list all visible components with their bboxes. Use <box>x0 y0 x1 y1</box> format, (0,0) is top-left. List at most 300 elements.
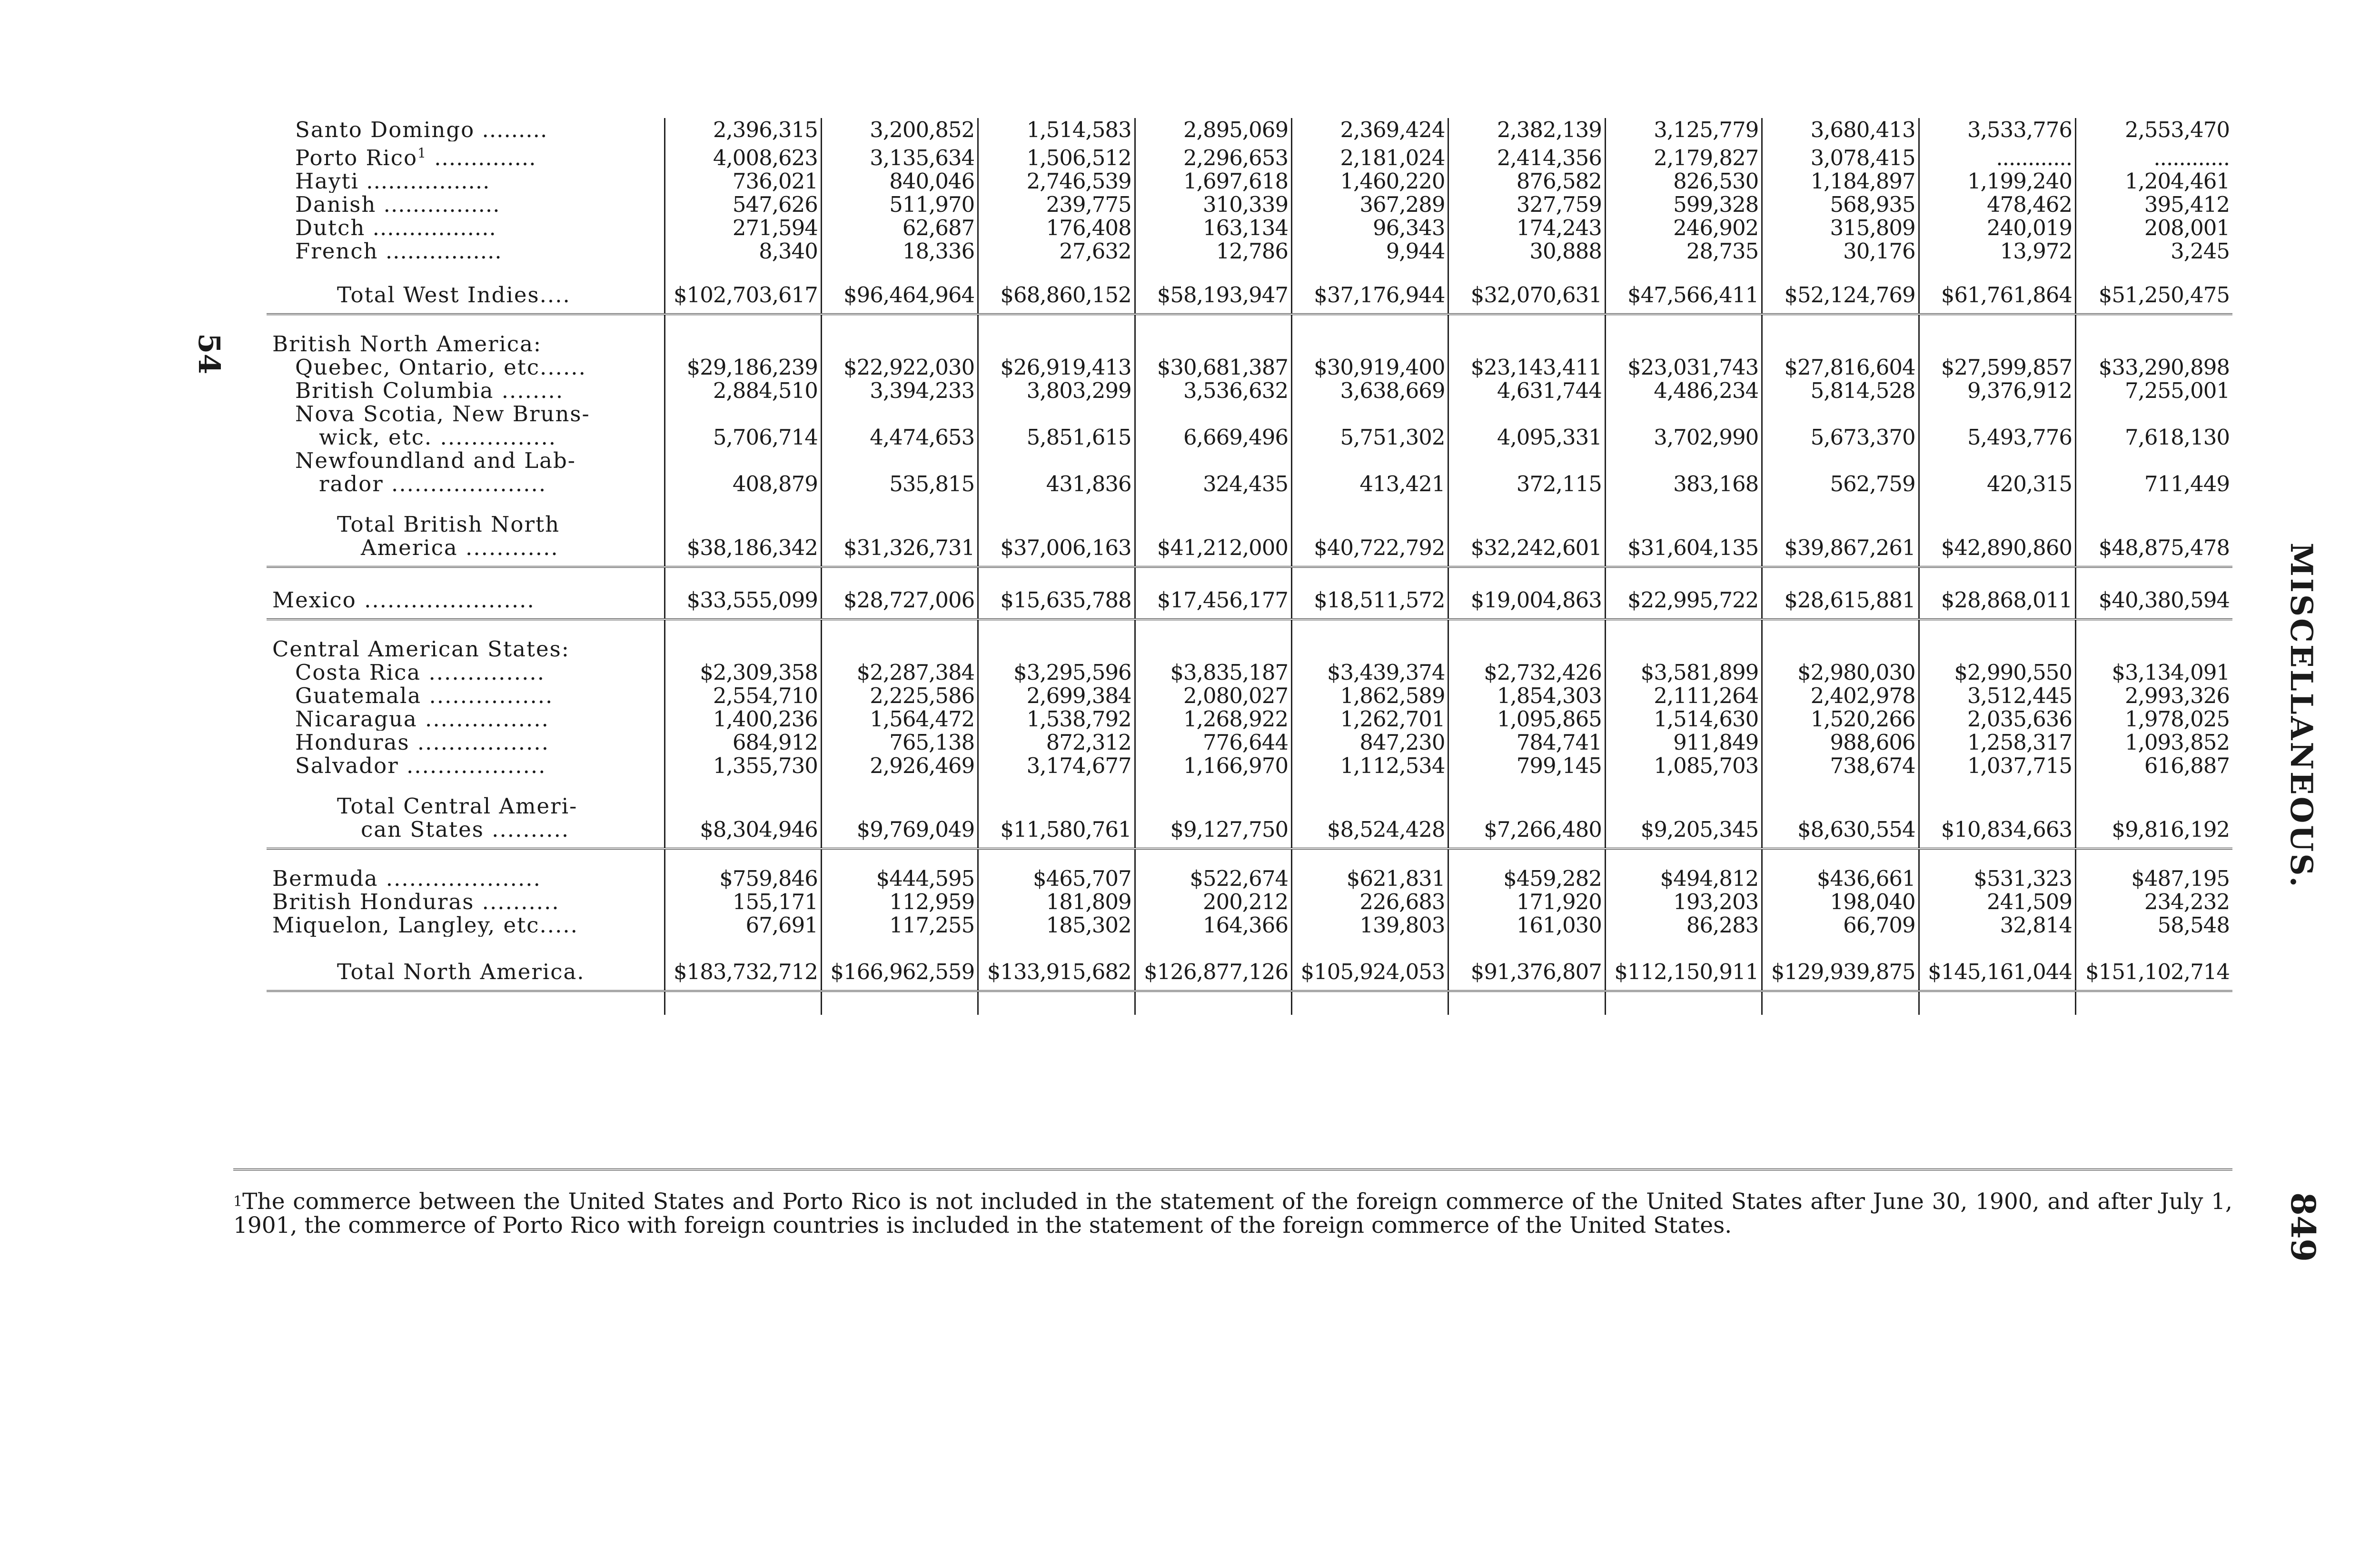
value-cell: 246,902 <box>1605 216 1762 239</box>
row-label <box>267 118 664 141</box>
row-label <box>267 867 664 890</box>
spacer-cell <box>1448 567 1605 585</box>
spacer-cell <box>664 937 821 954</box>
spacer-cell <box>1605 332 1762 356</box>
row-label-line1: Total Central Ameri- <box>337 794 578 819</box>
row-label <box>267 193 664 216</box>
value-cell: 4,008,623 <box>664 141 821 169</box>
spacer-cell <box>1919 559 2075 567</box>
rule-row <box>267 307 2232 314</box>
row-label <box>267 731 664 754</box>
value-cell: $30,919,400 <box>1292 356 1448 379</box>
spacer-cell <box>1762 637 1919 661</box>
value-cell: 408,879 <box>664 449 821 496</box>
total-row <box>267 794 2232 841</box>
spacer-cell <box>1448 559 1605 567</box>
value-cell: 420,315 <box>1919 449 2075 496</box>
spacer-row <box>267 263 2232 280</box>
spacer-cell <box>1605 307 1762 314</box>
spacer-cell <box>267 612 664 619</box>
footnote-text: The commerce between the United States and Porto Rico is not included in the statement of the foreign commerce of the United States after June 30, 1900, and after July 1, 1901, the commerce of Porto Rico with foreign countries is included in the statement of the foreign commerce of the United States. <box>233 1189 2232 1239</box>
value-cell: 431,836 <box>978 449 1135 496</box>
value-cell: $531,323 <box>1919 867 2075 890</box>
spacer-cell <box>1919 619 2075 637</box>
value-cell: $494,812 <box>1605 867 1762 890</box>
section-heading: British North America: <box>272 332 542 356</box>
spacer-cell <box>1448 496 1605 513</box>
row-label-line1: Total British North <box>337 513 560 537</box>
value-cell: 568,935 <box>1762 193 1919 216</box>
value-cell: $166,962,559 <box>821 954 978 983</box>
table-row <box>267 141 2232 169</box>
spacer-cell <box>821 496 978 513</box>
spacer-cell <box>1605 619 1762 637</box>
value-cell: 3,680,413 <box>1762 118 1919 141</box>
section-heading-row <box>267 332 2232 356</box>
spacer-cell <box>1448 841 1605 849</box>
leader-dots: ................. <box>358 169 490 193</box>
value-cell: 736,021 <box>664 169 821 193</box>
value-cell: 13,972 <box>1919 239 2075 263</box>
row-label-text: Quebec, Ontario, etc...... <box>295 356 586 379</box>
row-label-text: Guatemala ................ <box>295 684 554 707</box>
spacer-cell <box>1292 991 1448 1015</box>
spacer-cell <box>1448 332 1605 356</box>
value-cell: 4,474,653 <box>821 402 978 449</box>
value-cell: 2,296,653 <box>1135 141 1291 169</box>
value-cell: 1,166,970 <box>1135 754 1291 777</box>
value-cell: 478,462 <box>1919 193 2075 216</box>
row-label-text: Dutch <box>295 216 366 239</box>
value-cell: 826,530 <box>1605 169 1762 193</box>
value-cell: 234,232 <box>2076 890 2232 913</box>
value-cell: 535,815 <box>821 449 978 496</box>
value-cell: 324,435 <box>1135 449 1291 496</box>
spacer-cell <box>1762 307 1919 314</box>
spacer-cell <box>978 332 1135 356</box>
spacer-cell <box>1292 619 1448 637</box>
spacer-cell <box>267 777 664 794</box>
value-cell: 9,944 <box>1292 239 1448 263</box>
row-label <box>267 513 664 559</box>
value-cell: 112,959 <box>821 890 978 913</box>
spacer-cell <box>1135 849 1291 867</box>
value-cell: 58,548 <box>2076 913 2232 937</box>
value-cell: $3,134,091 <box>2076 661 2232 684</box>
value-cell: $621,831 <box>1292 867 1448 890</box>
value-cell: $2,287,384 <box>821 661 978 684</box>
spacer-cell <box>1292 841 1448 849</box>
spacer-cell <box>267 849 664 867</box>
spacer-row <box>267 567 2232 585</box>
spacer-cell <box>664 567 821 585</box>
row-label-text: Honduras ................. <box>295 731 550 754</box>
table-row <box>267 684 2232 707</box>
value-cell: 684,912 <box>664 731 821 754</box>
row-label <box>267 449 664 496</box>
value-cell: $51,250,475 <box>2076 280 2232 307</box>
total-row <box>267 513 2232 559</box>
value-cell: 1,355,730 <box>664 754 821 777</box>
value-cell: 1,400,236 <box>664 707 821 731</box>
value-cell: 383,168 <box>1605 449 1762 496</box>
spacer-cell <box>1292 937 1448 954</box>
value-cell: 315,809 <box>1762 216 1919 239</box>
value-cell: $32,242,601 <box>1448 513 1605 559</box>
row-label <box>267 707 664 731</box>
footnote-rule <box>233 1169 2232 1170</box>
value-cell: $27,599,857 <box>1919 356 2075 379</box>
value-cell: 9,376,912 <box>1919 379 2075 402</box>
footnote <box>233 1190 2232 1238</box>
spacer-cell <box>1762 263 1919 280</box>
spacer-cell <box>1135 991 1291 1015</box>
table-row <box>267 118 2232 141</box>
value-cell: ............ <box>1919 141 2075 169</box>
value-cell: $40,380,594 <box>2076 585 2232 612</box>
value-cell: $8,630,554 <box>1762 794 1919 841</box>
value-cell: 185,302 <box>978 913 1135 937</box>
spacer-cell <box>1135 777 1291 794</box>
value-cell: 5,673,370 <box>1762 402 1919 449</box>
spacer-cell <box>1292 777 1448 794</box>
rule-row <box>267 841 2232 849</box>
spacer-cell <box>1762 841 1919 849</box>
row-label-line2: wick, etc. ............... <box>319 425 557 449</box>
spacer-cell <box>978 612 1135 619</box>
row-label <box>267 754 664 777</box>
spacer-cell <box>1292 567 1448 585</box>
spacer-cell <box>664 612 821 619</box>
value-cell: $37,006,163 <box>978 513 1135 559</box>
value-cell: $129,939,875 <box>1762 954 1919 983</box>
value-cell: 367,289 <box>1292 193 1448 216</box>
table-body <box>267 118 2232 1015</box>
spacer-cell <box>978 841 1135 849</box>
value-cell: 2,699,384 <box>978 684 1135 707</box>
value-cell: 3,533,776 <box>1919 118 2075 141</box>
table-row <box>267 661 2232 684</box>
row-label <box>267 141 664 169</box>
spacer-cell <box>1448 307 1605 314</box>
value-cell: 139,803 <box>1292 913 1448 937</box>
value-cell: 28,735 <box>1605 239 1762 263</box>
value-cell: 2,993,326 <box>2076 684 2232 707</box>
spacer-cell <box>2076 991 2232 1015</box>
value-cell: 3,078,415 <box>1762 141 1919 169</box>
row-label <box>267 239 664 263</box>
spacer-cell <box>821 612 978 619</box>
value-cell: $47,566,411 <box>1605 280 1762 307</box>
spacer-cell <box>1762 332 1919 356</box>
row-label-line2: rador .................... <box>319 471 547 496</box>
spacer-cell <box>1448 991 1605 1015</box>
spacer-cell <box>821 263 978 280</box>
value-cell: $9,205,345 <box>1605 794 1762 841</box>
value-cell: 2,382,139 <box>1448 118 1605 141</box>
spacer-cell <box>1919 991 2075 1015</box>
row-label-line1: Nova Scotia, New Bruns- <box>295 402 590 426</box>
commerce-table <box>267 118 2232 1015</box>
spacer-cell <box>978 559 1135 567</box>
spacer-cell <box>1919 983 2075 991</box>
value-cell: 30,176 <box>1762 239 1919 263</box>
spacer-cell <box>2076 263 2232 280</box>
value-cell: 1,862,589 <box>1292 684 1448 707</box>
total-row <box>267 585 2232 612</box>
value-cell: 1,520,266 <box>1762 707 1919 731</box>
value-cell: 67,691 <box>664 913 821 937</box>
table-row <box>267 449 2232 496</box>
spacer-cell <box>978 637 1135 661</box>
spacer-cell <box>664 619 821 637</box>
value-cell: 176,408 <box>978 216 1135 239</box>
value-cell: 3,512,445 <box>1919 684 2075 707</box>
value-cell: 2,414,356 <box>1448 141 1605 169</box>
spacer-cell <box>1135 314 1291 332</box>
value-cell: $23,031,743 <box>1605 356 1762 379</box>
value-cell: 5,493,776 <box>1919 402 2075 449</box>
value-cell: $40,722,792 <box>1292 513 1448 559</box>
row-label-text: Salvador .................. <box>295 754 546 777</box>
value-cell: 776,644 <box>1135 731 1291 754</box>
footnote-marker: 1 <box>233 1193 243 1210</box>
spacer-cell <box>978 307 1135 314</box>
spacer-cell <box>821 777 978 794</box>
spacer-cell <box>821 637 978 661</box>
spacer-cell <box>1919 612 2075 619</box>
value-cell: 5,814,528 <box>1762 379 1919 402</box>
spacer-cell <box>821 983 978 991</box>
spacer-cell <box>1762 567 1919 585</box>
spacer-cell <box>664 332 821 356</box>
value-cell: 3,245 <box>2076 239 2232 263</box>
row-label-text: French <box>295 239 378 263</box>
spacer-cell <box>978 849 1135 867</box>
value-cell: ............ <box>2076 141 2232 169</box>
value-cell: $33,290,898 <box>2076 356 2232 379</box>
value-cell: 3,394,233 <box>821 379 978 402</box>
value-cell: $2,990,550 <box>1919 661 2075 684</box>
value-cell: $37,176,944 <box>1292 280 1448 307</box>
value-cell: 2,181,024 <box>1292 141 1448 169</box>
value-cell: $459,282 <box>1448 867 1605 890</box>
value-cell: $2,309,358 <box>664 661 821 684</box>
spacer-cell <box>1919 567 2075 585</box>
value-cell: 799,145 <box>1448 754 1605 777</box>
spacer-cell <box>978 983 1135 991</box>
value-cell: 161,030 <box>1448 913 1605 937</box>
value-cell: $31,326,731 <box>821 513 978 559</box>
spacer-cell <box>1448 849 1605 867</box>
value-cell: 1,514,630 <box>1605 707 1762 731</box>
value-cell: 413,421 <box>1292 449 1448 496</box>
value-cell: 208,001 <box>2076 216 2232 239</box>
spacer-cell <box>267 314 664 332</box>
spacer-cell <box>267 841 664 849</box>
row-label-text: Mexico ...................... <box>272 587 535 612</box>
leader-dots: ......... <box>475 118 548 141</box>
value-cell: 27,632 <box>978 239 1135 263</box>
table-row <box>267 731 2232 754</box>
value-cell: 1,095,865 <box>1448 707 1605 731</box>
spacer-cell <box>664 983 821 991</box>
value-cell: $11,580,761 <box>978 794 1135 841</box>
spacer-cell <box>821 849 978 867</box>
spacer-cell <box>1762 496 1919 513</box>
value-cell: $9,127,750 <box>1135 794 1291 841</box>
spacer-cell <box>1762 612 1919 619</box>
value-cell: $22,995,722 <box>1605 585 1762 612</box>
spacer-cell <box>1762 314 1919 332</box>
value-cell: $48,875,478 <box>2076 513 2232 559</box>
value-cell: $3,295,596 <box>978 661 1135 684</box>
spacer-cell <box>1919 937 2075 954</box>
value-cell: 239,775 <box>978 193 1135 216</box>
value-cell: 847,230 <box>1292 731 1448 754</box>
value-cell: 1,268,922 <box>1135 707 1291 731</box>
value-cell: $151,102,714 <box>2076 954 2232 983</box>
table-row <box>267 913 2232 937</box>
spacer-cell <box>1919 777 2075 794</box>
spacer-cell <box>2076 849 2232 867</box>
spacer-cell <box>1605 559 1762 567</box>
spacer-cell <box>2076 937 2232 954</box>
value-cell: $29,186,239 <box>664 356 821 379</box>
value-cell: 2,225,586 <box>821 684 978 707</box>
spacer-cell <box>664 841 821 849</box>
value-cell: 765,138 <box>821 731 978 754</box>
row-label-text: Total West Indies.... <box>337 282 571 307</box>
value-cell: 12,786 <box>1135 239 1291 263</box>
spacer-cell <box>978 777 1135 794</box>
value-cell: 3,200,852 <box>821 118 978 141</box>
value-cell: $105,924,053 <box>1292 954 1448 983</box>
value-cell: 86,283 <box>1605 913 1762 937</box>
leader-dots: ................. <box>365 216 496 239</box>
spacer-cell <box>1762 991 1919 1015</box>
row-label-text: Miquelon, Langley, etc..... <box>272 913 578 937</box>
spacer-cell <box>978 496 1135 513</box>
value-cell: 616,887 <box>2076 754 2232 777</box>
running-head: MISCELLANEOUS. <box>2283 543 2319 889</box>
value-cell: 1,199,240 <box>1919 169 2075 193</box>
spacer-cell <box>664 263 821 280</box>
spacer-cell <box>267 263 664 280</box>
spacer-cell <box>1605 314 1762 332</box>
value-cell: $9,816,192 <box>2076 794 2232 841</box>
row-label-text: Bermuda .................... <box>272 867 541 890</box>
spacer-cell <box>664 991 821 1015</box>
value-cell: 2,396,315 <box>664 118 821 141</box>
spacer-cell <box>1919 307 2075 314</box>
spacer-cell <box>821 559 978 567</box>
total-row <box>267 954 2232 983</box>
value-cell: 163,134 <box>1135 216 1291 239</box>
table-row <box>267 169 2232 193</box>
spacer-cell <box>1919 496 2075 513</box>
value-cell: 200,212 <box>1135 890 1291 913</box>
spacer-cell <box>1135 307 1291 314</box>
table-row <box>267 754 2232 777</box>
value-cell: $23,143,411 <box>1448 356 1605 379</box>
value-cell: $52,124,769 <box>1762 280 1919 307</box>
spacer-cell <box>267 983 664 991</box>
rule-row <box>267 983 2232 991</box>
value-cell: 174,243 <box>1448 216 1605 239</box>
spacer-cell <box>821 991 978 1015</box>
row-label <box>267 954 664 983</box>
spacer-cell <box>1605 777 1762 794</box>
row-label <box>267 402 664 449</box>
spacer-cell <box>1135 263 1291 280</box>
row-label <box>267 379 664 402</box>
value-cell: 2,554,710 <box>664 684 821 707</box>
value-cell: $19,004,863 <box>1448 585 1605 612</box>
value-cell: 872,312 <box>978 731 1135 754</box>
spacer-cell <box>1762 983 1919 991</box>
spacer-cell <box>2076 612 2232 619</box>
value-cell: $10,834,663 <box>1919 794 2075 841</box>
value-cell: $8,524,428 <box>1292 794 1448 841</box>
value-cell: 1,085,703 <box>1605 754 1762 777</box>
value-cell: 1,514,583 <box>978 118 1135 141</box>
spacer-row <box>267 777 2232 794</box>
spacer-cell <box>664 496 821 513</box>
value-cell: 1,854,303 <box>1448 684 1605 707</box>
row-label-text: British Columbia ........ <box>295 379 564 402</box>
table-row <box>267 379 2232 402</box>
value-cell: 7,618,130 <box>2076 402 2232 449</box>
spacer-cell <box>1762 849 1919 867</box>
spacer-cell <box>1292 263 1448 280</box>
value-cell: $18,511,572 <box>1292 585 1448 612</box>
value-cell: $759,846 <box>664 867 821 890</box>
row-label <box>267 216 664 239</box>
value-cell: 1,697,618 <box>1135 169 1291 193</box>
value-cell: 164,366 <box>1135 913 1291 937</box>
value-cell: 6,669,496 <box>1135 402 1291 449</box>
value-cell: $26,919,413 <box>978 356 1135 379</box>
value-cell: 2,111,264 <box>1605 684 1762 707</box>
spacer-cell <box>1762 937 1919 954</box>
footnote-ref: 1 <box>417 145 427 161</box>
spacer-cell <box>1605 263 1762 280</box>
spacer-cell <box>1135 496 1291 513</box>
value-cell: $38,186,342 <box>664 513 821 559</box>
spacer-cell <box>2076 567 2232 585</box>
spacer-row <box>267 496 2232 513</box>
value-cell: $27,816,604 <box>1762 356 1919 379</box>
leader-dots: ................ <box>376 193 500 216</box>
spacer-cell <box>1135 612 1291 619</box>
value-cell: 226,683 <box>1292 890 1448 913</box>
spacer-cell <box>1135 937 1291 954</box>
spacer-cell <box>821 937 978 954</box>
value-cell: $15,635,788 <box>978 585 1135 612</box>
value-cell: 8,340 <box>664 239 821 263</box>
row-label-text: Danish <box>295 193 377 216</box>
value-cell: $41,212,000 <box>1135 513 1291 559</box>
value-cell: 66,709 <box>1762 913 1919 937</box>
row-label-text: Santo Domingo <box>295 118 475 141</box>
spacer-cell <box>1762 777 1919 794</box>
spacer-cell <box>1605 849 1762 867</box>
rule-row <box>267 612 2232 619</box>
value-cell: 198,040 <box>1762 890 1919 913</box>
value-cell: $3,581,899 <box>1605 661 1762 684</box>
row-label-text: Porto Rico <box>295 145 418 169</box>
